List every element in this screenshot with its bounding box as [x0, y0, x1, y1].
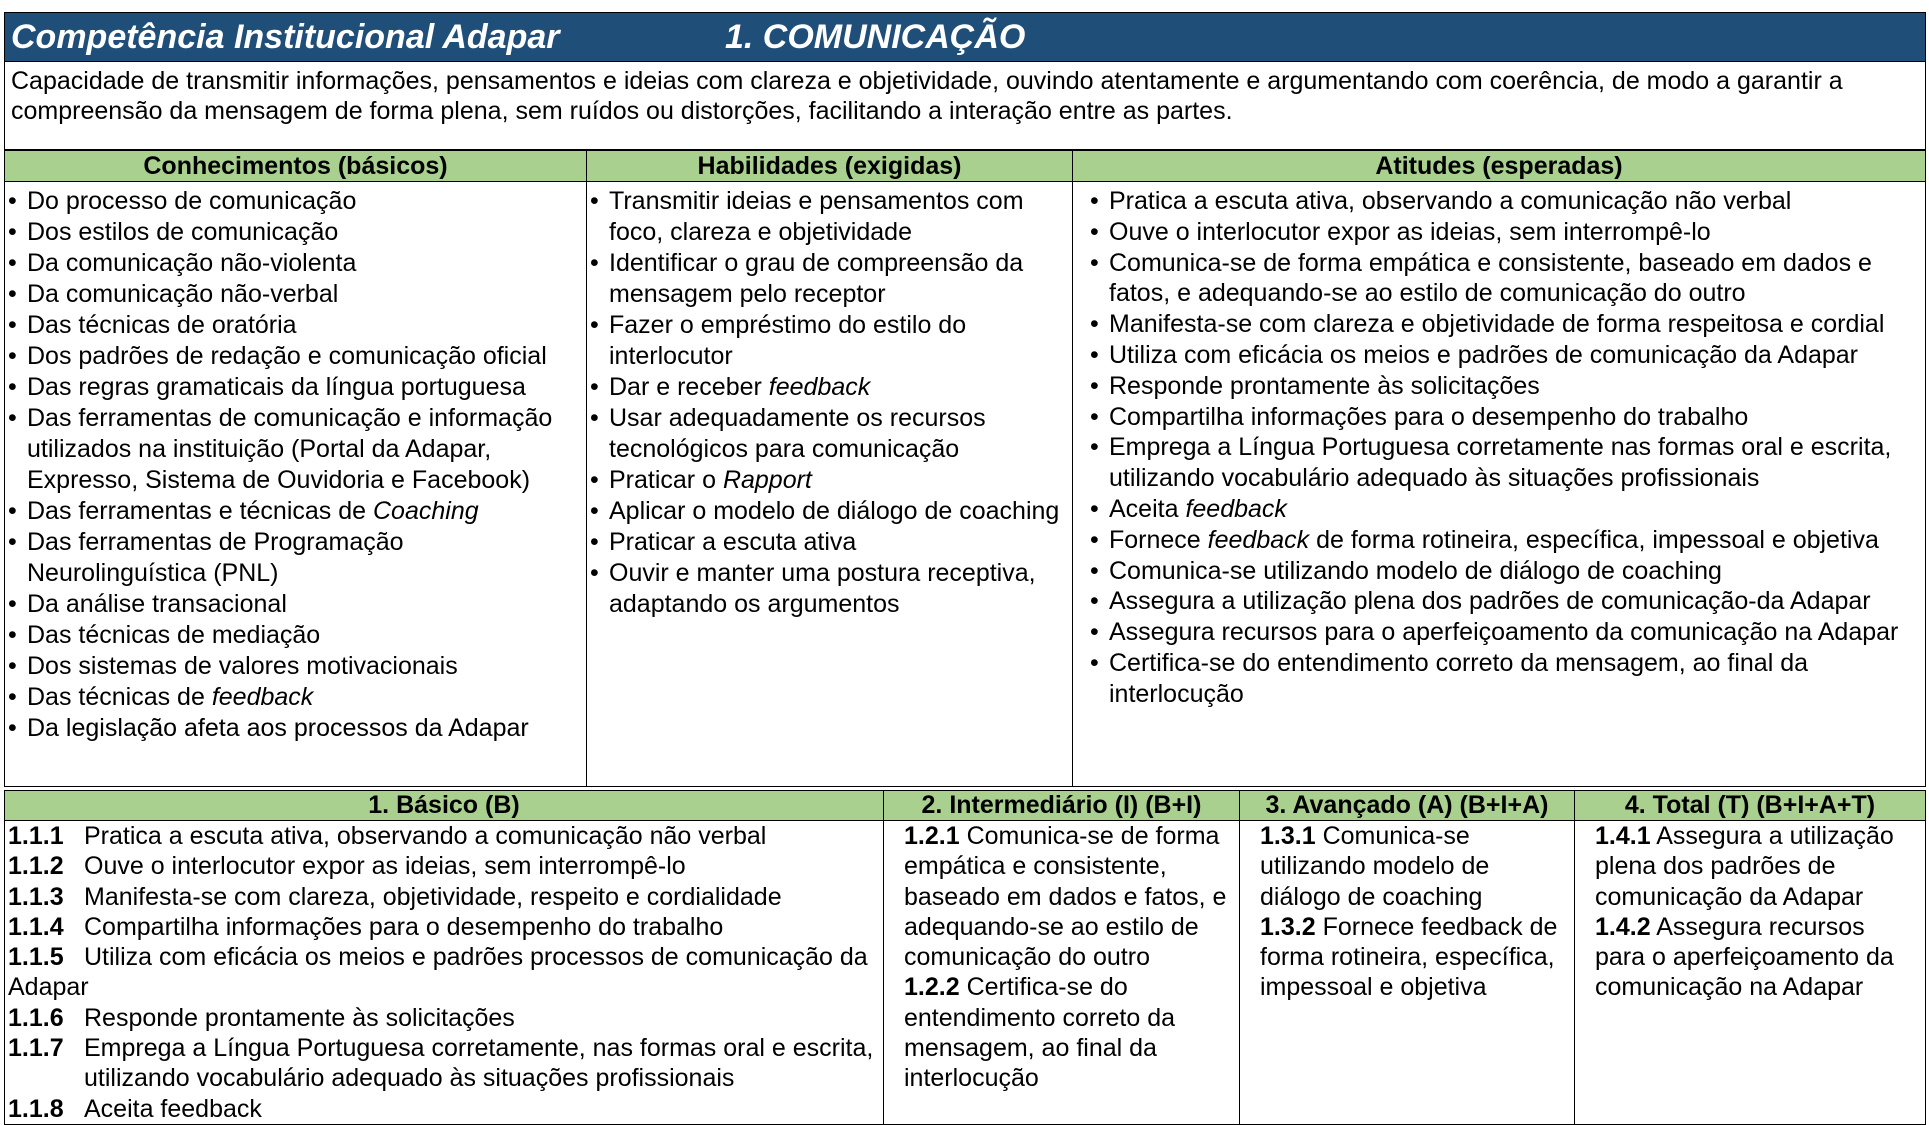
atitudes-item-suffix: de forma rotineira, específica, impessoal e objetiva — [1309, 525, 1879, 554]
conhecimentos-item — [5, 713, 586, 744]
header-atitudes: Atitudes (esperadas) — [1072, 150, 1926, 182]
habilidades-item — [587, 403, 1072, 465]
basico-level-item — [8, 912, 883, 942]
habilidades-item-text: Fazer o empréstimo do estilo do interlocutor — [609, 311, 967, 370]
header-avancado: 3. Avançado (A) (B+I+A) — [1239, 790, 1575, 821]
habilidades-item — [587, 186, 1072, 248]
header-basico: 1. Básico (B) — [4, 790, 884, 821]
competency-sheet — [4, 12, 1927, 1123]
basico-item-code: 1.1.2 — [8, 852, 64, 881]
avancado-level-item — [1260, 821, 1566, 912]
basico-item-code: 1.1.6 — [8, 1003, 64, 1032]
atitudes-item-text: Assegura a utilização plena dos padrões de comunicação-da Adapar — [1109, 587, 1871, 616]
atitudes-item-text: Emprega a Língua Portuguesa corretamente nas formas oral e escrita, utilizando vocabulário adequado às situações profissionais — [1109, 433, 1892, 493]
basico-item-code: 1.1.7 — [8, 1034, 64, 1063]
conhecimentos-item-text: Das regras gramaticais da língua portuguesa — [27, 373, 526, 401]
competency-description — [4, 62, 1926, 150]
habilidades-item — [587, 248, 1072, 310]
atitudes-item — [1087, 309, 1925, 340]
intermediario-item-text: Comunica-se de forma empática e consistente, baseado em dados e fatos, e adequando-se ao estilo de comunicação do outro — [904, 822, 1227, 972]
avancado-item-code: 1.3.2 — [1260, 912, 1316, 941]
conhecimentos-item — [5, 527, 586, 589]
header-total: 4. Total (T) (B+I+A+T) — [1574, 790, 1926, 821]
intermediario-list — [904, 821, 1231, 1094]
habilidades-item-emphasis: feedback — [768, 373, 871, 401]
basico-level-item — [8, 942, 883, 1003]
institution-title: Competência Institucional Adapar — [11, 18, 560, 56]
conhecimentos-item-text: Das ferramentas de comunicação e informação utilizados na instituição (Portal da Adapar, Expresso, Sistema de Ouvidoria e Facebook) — [27, 404, 553, 494]
atitudes-item — [1087, 248, 1925, 310]
habilidades-item-text: Dar e receber — [609, 373, 769, 401]
total-box — [1574, 820, 1926, 1125]
habilidades-item-text: Praticar a escuta ativa — [609, 528, 857, 556]
conhecimentos-item — [5, 589, 586, 620]
atitudes-item — [1087, 494, 1925, 525]
total-item-text: Assegura a utilização plena dos padrões de comunicação da Adapar — [1595, 822, 1894, 911]
atitudes-item — [1087, 648, 1925, 710]
atitudes-item-emphasis: feedback — [1185, 494, 1287, 523]
habilidades-item-text: Identificar o grau de compreensão da mensagem pelo receptor — [609, 249, 1024, 308]
habilidades-item-emphasis: Rapport — [722, 466, 812, 494]
basico-item-text: Manifesta-se com clareza, objetividade, respeito e cordialidade — [84, 882, 782, 911]
intermediario-item-text: Certifica-se do entendimento correto da mensagem, ao final da interlocução — [904, 973, 1176, 1093]
conhecimentos-item — [5, 682, 586, 713]
conhecimentos-item — [5, 341, 586, 372]
basico-item-code: 1.1.3 — [8, 882, 64, 911]
atitudes-item — [1087, 217, 1925, 248]
header-habilidades: Habilidades (exigidas) — [586, 150, 1073, 182]
conhecimentos-item-text: Da legislação afeta aos processos da Adapar — [27, 714, 529, 742]
habilidades-item-text: Aplicar o modelo de diálogo de coaching — [609, 497, 1060, 525]
avancado-item-text: Fornece feedback de forma rotineira, específica, impessoal e objetiva — [1260, 912, 1558, 1002]
competency-title: 1. COMUNICAÇÃO — [725, 18, 1026, 56]
atitudes-item — [1087, 402, 1925, 433]
conhecimentos-item-text: Da comunicação não-violenta — [27, 249, 357, 277]
conhecimentos-item — [5, 496, 586, 527]
avancado-item-code: 1.3.1 — [1260, 822, 1316, 850]
conhecimentos-item-text: Das ferramentas e técnicas de — [27, 497, 373, 525]
atitudes-item — [1087, 586, 1925, 617]
basico-list — [8, 821, 883, 1124]
conhecimentos-list — [5, 186, 586, 744]
basico-item-code: 1.1.4 — [8, 912, 64, 941]
basico-item-text: Compartilha informações para o desempenho do trabalho — [84, 912, 724, 941]
basico-level-item — [8, 1003, 883, 1033]
conhecimentos-item-text: Das ferramentas de Programação Neurolinguística (PNL) — [27, 528, 404, 587]
header-intermediario: 2. Intermediário (I) (B+I) — [883, 790, 1240, 821]
atitudes-item — [1087, 556, 1925, 587]
habilidades-item-text: Praticar o — [609, 466, 723, 494]
atitudes-item-text: Manifesta-se com clareza e objetividade de forma respeitosa e cordial — [1109, 310, 1885, 339]
atitudes-item — [1087, 186, 1925, 217]
habilidades-item — [587, 527, 1072, 558]
basico-item-code: 1.1.5 — [8, 943, 64, 972]
atitudes-item-text: Pratica a escuta ativa, observando a comunicação não verbal — [1109, 187, 1792, 215]
atitudes-item-text: Ouve o interlocutor expor as ideias, sem interrompê-lo — [1109, 217, 1711, 246]
basico-item-text: Ouve o interlocutor expor as ideias, sem interrompê-lo — [84, 852, 686, 881]
conhecimentos-item-text: Do processo de comunicação — [27, 187, 357, 215]
avancado-list — [1260, 821, 1566, 1003]
basico-item-code: 1.1.1 — [8, 822, 64, 850]
total-level-item — [1595, 821, 1921, 912]
habilidades-item-text: Ouvir e manter uma postura receptiva, adaptando os argumentos — [609, 559, 1036, 618]
atitudes-item-text: Assegura recursos para o aperfeiçoamento da comunicação na Adapar — [1109, 618, 1899, 647]
habilidades-item — [587, 372, 1072, 403]
intermediario-level-item — [904, 821, 1231, 972]
conhecimentos-item — [5, 620, 586, 651]
avancado-level-item — [1260, 912, 1566, 1003]
basico-item-code: 1.1.8 — [8, 1094, 64, 1123]
atitudes-item — [1087, 432, 1925, 494]
atitudes-item-text: Utiliza com eficácia os meios e padrões de comunicação da Adapar — [1109, 340, 1859, 369]
atitudes-item — [1087, 340, 1925, 371]
conhecimentos-item-emphasis: feedback — [211, 683, 314, 711]
atitudes-item-text: Responde prontamente às solicitações — [1109, 371, 1540, 400]
total-list — [1595, 821, 1921, 1003]
habilidades-item-text: Transmitir ideias e pensamentos com foco, clareza e objetividade — [609, 187, 1024, 246]
habilidades-item — [587, 310, 1072, 372]
header-conhecimentos: Conhecimentos (básicos) — [4, 150, 587, 182]
intermediario-level-item — [904, 972, 1231, 1093]
conhecimentos-item-emphasis: Coaching — [373, 497, 479, 525]
atitudes-item — [1087, 525, 1925, 556]
habilidades-item — [587, 496, 1072, 527]
atitudes-item-text: Comunica-se de forma empática e consistente, baseado em dados e fatos, e adequando-se ao estilo de comunicação do outro — [1109, 248, 1872, 308]
total-item-code: 1.4.2 — [1595, 912, 1651, 941]
conhecimentos-box — [4, 181, 587, 787]
habilidades-list — [587, 186, 1072, 620]
atitudes-item-text: Fornece — [1109, 525, 1208, 554]
conhecimentos-item-text: Das técnicas de oratória — [27, 311, 297, 339]
habilidades-item — [587, 558, 1072, 620]
conhecimentos-item — [5, 248, 586, 279]
habilidades-box — [586, 181, 1073, 787]
basico-level-item — [8, 1094, 883, 1124]
avancado-box — [1239, 820, 1575, 1125]
conhecimentos-item-text: Dos sistemas de valores motivacionais — [27, 652, 458, 680]
basico-level-item — [8, 1033, 883, 1094]
atitudes-item — [1087, 617, 1925, 648]
atitudes-item-text: Compartilha informações para o desempenho do trabalho — [1109, 402, 1749, 431]
intermediario-item-code: 1.2.2 — [904, 973, 960, 1002]
basico-item-text: Pratica a escuta ativa, observando a comunicação não verbal — [84, 822, 767, 850]
conhecimentos-item — [5, 217, 586, 248]
conhecimentos-item — [5, 279, 586, 310]
avancado-item-text: Comunica-se utilizando modelo de diálogo de coaching — [1260, 822, 1490, 911]
basico-item-text: Utiliza com eficácia os meios e padrões processos de comunicação da Adapar — [8, 943, 868, 1002]
conhecimentos-item-text: Das técnicas de mediação — [27, 621, 321, 649]
conhecimentos-item-text: Da comunicação não-verbal — [27, 280, 339, 308]
basico-level-item — [8, 851, 883, 881]
total-level-item — [1595, 912, 1921, 1003]
total-item-text: Assegura recursos para o aperfeiçoamento da comunicação na Adapar — [1595, 912, 1894, 1002]
basico-item-text: Emprega a Língua Portuguesa corretamente, nas formas oral e escrita, utilizando vocabulário adequado às situações profissionais — [84, 1034, 874, 1093]
conhecimentos-item-text: Da análise transacional — [27, 590, 287, 618]
total-item-code: 1.4.1 — [1595, 822, 1651, 850]
conhecimentos-item — [5, 372, 586, 403]
intermediario-item-code: 1.2.1 — [904, 822, 960, 850]
atitudes-list — [1087, 186, 1925, 710]
basico-item-text: Aceita feedback — [84, 1094, 262, 1123]
basico-level-item — [8, 821, 883, 851]
conhecimentos-item-text: Dos estilos de comunicação — [27, 218, 339, 246]
description-text: Capacidade de transmitir informações, pensamentos e ideias com clareza e objetividade, ouvindo atentamente e argumentando com coerência, de modo a garantir a compreensão da mensagem de forma plena, sem ruídos ou distorções, facilitando a interação entre as partes. — [11, 67, 1843, 125]
conhecimentos-item — [5, 651, 586, 682]
conhecimentos-item — [5, 310, 586, 341]
basico-box — [4, 820, 884, 1125]
atitudes-item-emphasis: feedback — [1207, 525, 1310, 554]
conhecimentos-item — [5, 186, 586, 217]
intermediario-box — [883, 820, 1240, 1125]
habilidades-item-text: Usar adequadamente os recursos tecnológicos para comunicação — [609, 404, 986, 463]
conhecimentos-item-text: Das técnicas de — [27, 683, 212, 711]
conhecimentos-item — [5, 403, 586, 496]
habilidades-item — [587, 465, 1072, 496]
atitudes-item-text: Comunica-se utilizando modelo de diálogo de coaching — [1109, 556, 1722, 585]
atitudes-box — [1072, 181, 1926, 787]
title-bar — [4, 12, 1926, 62]
basico-item-text: Responde prontamente às solicitações — [84, 1003, 515, 1032]
atitudes-item-text: Aceita — [1109, 494, 1186, 523]
atitudes-item — [1087, 371, 1925, 402]
conhecimentos-item-text: Dos padrões de redação e comunicação oficial — [27, 342, 547, 370]
basico-level-item — [8, 882, 883, 912]
atitudes-item-text: Certifica-se do entendimento correto da mensagem, ao final da interlocução — [1109, 648, 1808, 708]
